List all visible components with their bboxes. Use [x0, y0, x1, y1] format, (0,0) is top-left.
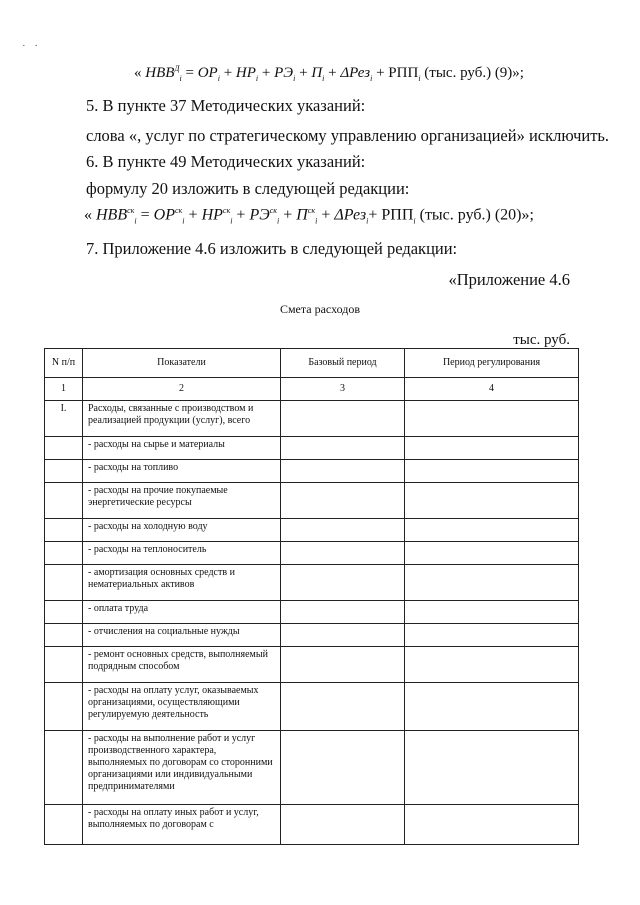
row-label: - расходы на прочие покупаемые энергетические ресурсы [83, 483, 281, 519]
row-number [45, 565, 83, 601]
row-number [45, 624, 83, 647]
cost-estimate-table [44, 348, 579, 845]
header-indicators: Показатели [83, 349, 281, 378]
row-label: - ремонт основных средств, выполняемый подрядным способом [83, 647, 281, 683]
table-index-row [45, 378, 579, 401]
row-number [45, 437, 83, 460]
row-number [45, 460, 83, 483]
row-label: Расходы, связанные с производством и реализацией продукции (услуг), всего [83, 401, 281, 437]
table-row [45, 519, 579, 542]
row-label: - расходы на холодную воду [83, 519, 281, 542]
base-period-cell [281, 519, 405, 542]
regulation-period-cell [405, 647, 579, 683]
table-row [45, 437, 579, 460]
regulation-period-cell [405, 683, 579, 731]
row-label: - расходы на теплоноситель [83, 542, 281, 565]
base-period-cell [281, 805, 405, 845]
row-number: I. [45, 401, 83, 437]
base-period-cell [281, 401, 405, 437]
point-37-heading: 5. В пункте 37 Методических указаний: [86, 96, 366, 115]
row-number [45, 805, 83, 845]
base-period-cell [281, 731, 405, 805]
base-period-cell [281, 624, 405, 647]
index-cell: 2 [83, 378, 281, 401]
index-cell: 4 [405, 378, 579, 401]
regulation-period-cell [405, 565, 579, 601]
row-label: - оплата труда [83, 601, 281, 624]
scan-artifact: · · [22, 40, 42, 52]
row-label: - расходы на топливо [83, 460, 281, 483]
table-row [45, 483, 579, 519]
exclude-words-line: слова «, услуг по стратегическому управлению организацией» исключить. [86, 126, 610, 145]
row-number [45, 519, 83, 542]
row-number [45, 683, 83, 731]
formula-9: « $НВВ^Д_i = ОР_i + НР_i + РЭ_i + П_i + \Delta Рез_i + РПП_i$ (тыс. руб.) (9)»; [134, 64, 524, 83]
appendix-instruction: 7. Приложение 4.6 изложить в следующей редакции: [86, 239, 458, 258]
regulation-period-cell [405, 437, 579, 460]
base-period-cell [281, 647, 405, 683]
regulation-period-cell [405, 624, 579, 647]
row-label: - расходы на оплату услуг, оказываемых организациями, осуществляющими регулируемую деятельность [83, 683, 281, 731]
row-label: - расходы на сырье и материалы [83, 437, 281, 460]
row-label: - расходы на выполнение работ и услуг производственного характера, выполняемых по договорам со сторонними организациями или индивидуальными предпринимателями [83, 731, 281, 805]
row-number [45, 647, 83, 683]
table-row [45, 647, 579, 683]
regulation-period-cell [405, 460, 579, 483]
table-row [45, 542, 579, 565]
row-label: - амортизация основных средств и нематериальных активов [83, 565, 281, 601]
row-number [45, 731, 83, 805]
table-row [45, 624, 579, 647]
regulation-period-cell [405, 483, 579, 519]
table-title: Смета расходов [279, 302, 361, 316]
row-label: - расходы на оплату иных работ и услуг, выполняемых по договорам с [83, 805, 281, 845]
base-period-cell [281, 565, 405, 601]
table-row [45, 565, 579, 601]
row-number [45, 601, 83, 624]
header-number: N п/п [45, 349, 83, 378]
row-number [45, 483, 83, 519]
formula-20-instruction: формулу 20 изложить в следующей редакции: [86, 179, 410, 198]
index-cell: 3 [281, 378, 405, 401]
regulation-period-cell [405, 731, 579, 805]
appendix-label: «Приложение 4.6 [448, 270, 570, 289]
header-base-period: Базовый период [281, 349, 405, 378]
table-row [45, 460, 579, 483]
formula-20: « $НВВ^{ск}_i = ОР^{ск}_i + НР^{ск}_i + РЭ^{ск}_i + П^{ск}_i + \Delta Рез_i+ РПП_i$ (тыс. руб.) (20)»; [84, 206, 534, 226]
row-label: - отчисления на социальные нужды [83, 624, 281, 647]
regulation-period-cell [405, 401, 579, 437]
header-regulation-period: Период регулирования [405, 349, 579, 378]
table-row [45, 601, 579, 624]
unit-label: тыс. руб. [513, 332, 570, 348]
table-row [45, 683, 579, 731]
base-period-cell [281, 437, 405, 460]
index-cell: 1 [45, 378, 83, 401]
base-period-cell [281, 683, 405, 731]
regulation-period-cell [405, 601, 579, 624]
regulation-period-cell [405, 805, 579, 845]
base-period-cell [281, 542, 405, 565]
table-row [45, 731, 579, 805]
base-period-cell [281, 601, 405, 624]
regulation-period-cell [405, 519, 579, 542]
table-row [45, 805, 579, 845]
base-period-cell [281, 483, 405, 519]
table-row [45, 401, 579, 437]
point-49-heading: 6. В пункте 49 Методических указаний: [86, 152, 366, 171]
row-number [45, 542, 83, 565]
table-header-row [45, 349, 579, 378]
regulation-period-cell [405, 542, 579, 565]
base-period-cell [281, 460, 405, 483]
